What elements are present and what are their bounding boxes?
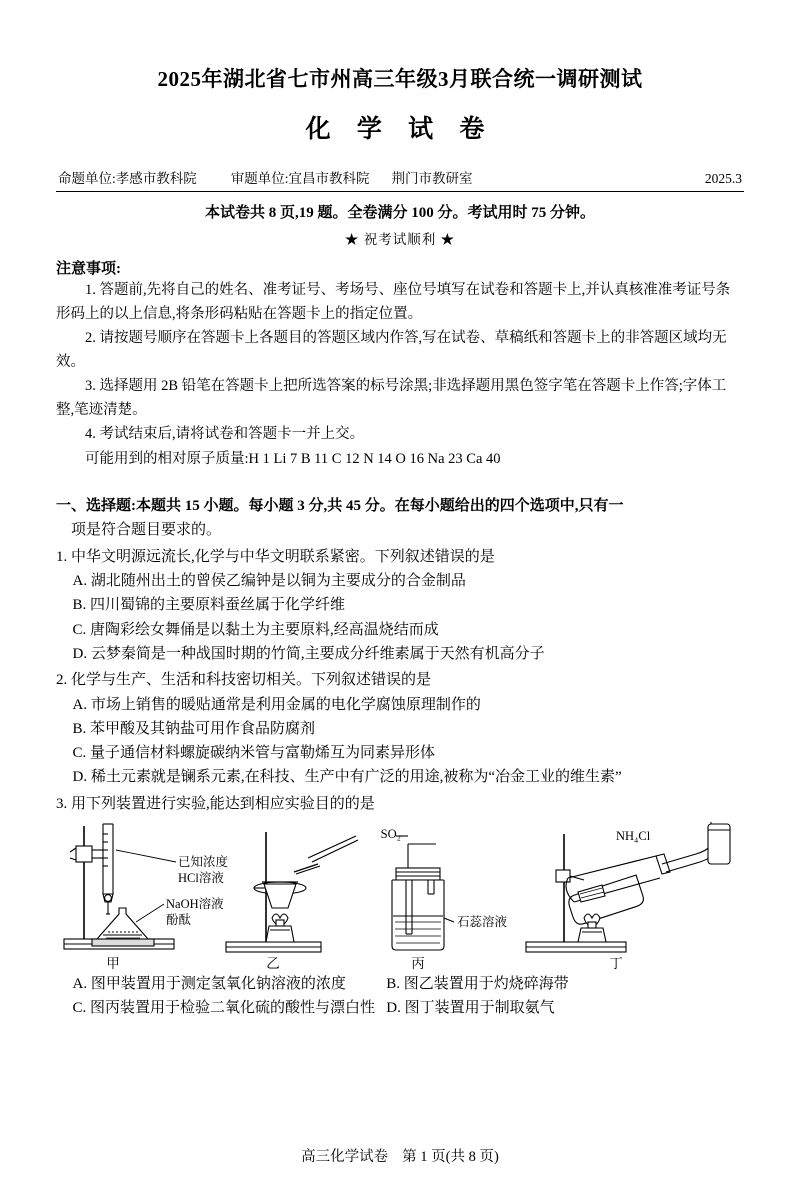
notice-item: 3. 选择题用 2B 铅笔在答题卡上把所选答案的标号涂黑;非选择题用黑色签字笔在答题卡上作答;字体工整,笔迹清楚。 xyxy=(56,378,727,418)
subject-title: 化 学 试 卷 xyxy=(305,116,495,144)
figure-label-jia-text3: NaOH溶液 xyxy=(166,897,224,912)
figure-caption-jia: 甲 xyxy=(106,956,120,972)
section-heading-bold-1: 一、选择题: xyxy=(56,498,136,515)
question-3-option-row-2 xyxy=(56,996,744,1020)
question-1 xyxy=(56,545,744,666)
section-heading-cont: 项是符合题目要求的。 xyxy=(71,522,222,539)
question-2-option-c[interactable]: C. 量子通信材料螺旋碳纳米管与富勒烯互为同素异形体 xyxy=(72,745,436,762)
figure-label-jia-text2: HCl溶液 xyxy=(178,871,224,886)
reviewer-label: 审题单位: xyxy=(230,171,289,187)
section-heading xyxy=(56,494,744,543)
question-3-option-b[interactable]: B. 图乙装置用于灼烧碎海带 xyxy=(386,976,569,993)
figure-caption-bing: 丙 xyxy=(411,956,425,972)
good-luck-text: ★ 祝考试顺利 ★ xyxy=(344,232,456,248)
page-title: 2025年湖北省七市州高三年级3月联合统一调研测试 xyxy=(157,67,643,91)
page-footer xyxy=(0,1145,800,1166)
header-divider xyxy=(56,191,744,192)
question-1-option-d[interactable]: D. 云梦秦简是一种战国时期的竹简,主要成分纤维素属于天然有机高分子 xyxy=(72,645,545,662)
credits-row xyxy=(56,167,744,187)
question-3-options xyxy=(56,972,744,1020)
figure-label-jia-text1: 已知浓度 xyxy=(178,855,229,870)
question-2-option-b[interactable]: B. 苯甲酸及其钠盐可用作食品防腐剂 xyxy=(72,720,316,737)
apparatus-diagram-svg xyxy=(56,822,746,974)
question-2 xyxy=(56,668,744,789)
reviewer-value-2: 荆门市教研室 xyxy=(391,171,473,187)
question-1-option-c[interactable]: C. 唐陶彩绘女舞俑是以黏土为主要原料,经高温烧结而成 xyxy=(72,621,439,638)
question-2-stem: 2. 化学与生产、生活和科技密切相关。下列叙述错误的是 xyxy=(56,672,432,689)
figure-label-so2: SO₂ xyxy=(380,827,401,842)
question-3-option-c[interactable]: C. 图丙装置用于检验二氧化硫的酸性与漂白性 xyxy=(72,1000,376,1017)
reviewer-value: 宜昌市教科院 xyxy=(288,171,370,187)
figure-label-litmus: 石蕊溶液 xyxy=(457,915,508,930)
question-3-apparatus-figure xyxy=(56,822,744,972)
question-3-option-d[interactable]: D. 图丁装置用于制取氨气 xyxy=(386,1000,555,1017)
figure-caption-ding: 丁 xyxy=(609,956,623,972)
section-heading-bold-2: 本题共 15 小题。每小题 3 分,共 45 分。在每小题给出的四个选项中,只有一 xyxy=(136,498,624,515)
proposer-value: 孝感市教科院 xyxy=(115,171,197,187)
notice-item: 2. 请按题号顺序在答题卡上各题目的答题区域内作答,写在试卷、草稿纸和答题卡上的非答题区域均无效。 xyxy=(56,330,727,370)
question-1-stem: 1. 中华文明源远流长,化学与中华文明联系紧密。下列叙述错误的是 xyxy=(56,548,495,565)
notice-item: 4. 考试结束后,请将试卷和答题卡一并上交。 xyxy=(85,426,365,443)
question-2-option-d[interactable]: D. 稀土元素就是镧系元素,在科技、生产中有广泛的用途,被称为“冶金工业的维生素” xyxy=(72,769,622,786)
question-3-stem: 3. 用下列装置进行实验,能达到相应实验目的的是 xyxy=(56,795,375,812)
question-3-option-row-1 xyxy=(56,972,744,996)
question-3 xyxy=(56,792,744,816)
proposer-label: 命题单位: xyxy=(58,171,116,187)
notice-item: 1. 答题前,先将自己的姓名、准考证号、考场号、座位号填写在试卷和答题卡上,并认真核准准考证号条形码上的以上信息,将条形码粘贴在答题卡上的指定位置。 xyxy=(56,282,731,322)
notice-title: 注意事项: xyxy=(56,261,121,278)
footer-right: 第 1 页(共 8 页) xyxy=(402,1149,499,1165)
question-1-option-a[interactable]: A. 湖北随州出土的曾侯乙编钟是以铜为主要成分的合金制品 xyxy=(72,573,466,590)
question-1-option-b[interactable]: B. 四川蜀锦的主要原料蚕丝属于化学纤维 xyxy=(72,597,346,614)
exam-date: 2025.3 xyxy=(704,171,742,187)
footer-left: 高三化学试卷 xyxy=(301,1149,389,1165)
atomic-mass-note: 可能用到的相对原子质量:H 1 Li 7 B 11 C 12 N 14 O 16 Na 23 Ca 40 xyxy=(85,450,501,467)
question-2-option-a[interactable]: A. 市场上销售的暖贴通常是利用金属的电化学腐蚀原理制作的 xyxy=(72,696,481,713)
figure-caption-yi: 乙 xyxy=(266,956,280,972)
figure-label-jia-text4: 酚酞 xyxy=(166,913,192,928)
question-3-option-a[interactable]: A. 图甲装置用于测定氢氧化钠溶液的浓度 xyxy=(72,976,346,993)
exam-info: 本试卷共 8 页,19 题。全卷满分 100 分。考试用时 75 分钟。 xyxy=(204,205,595,222)
figure-label-nh4cl: NH₄Cl xyxy=(616,829,651,844)
